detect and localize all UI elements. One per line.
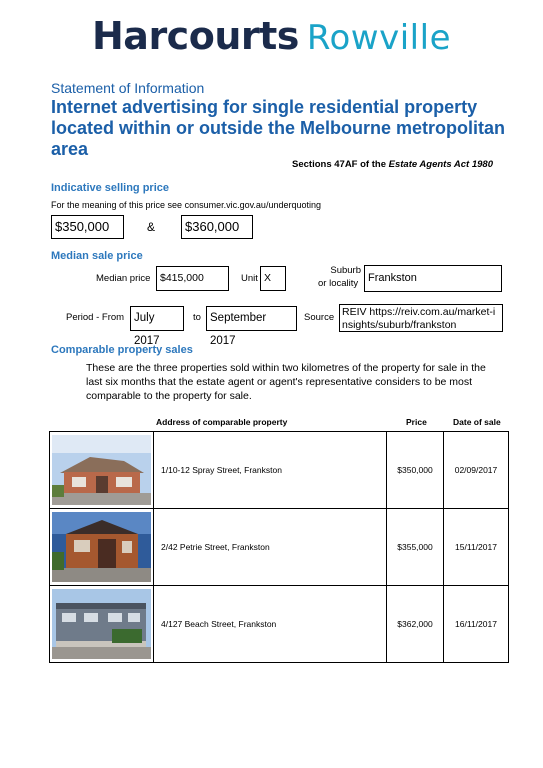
unit-field: X (260, 266, 286, 291)
photo-cell (50, 432, 154, 509)
price-low-field: $350,000 (51, 215, 124, 239)
suburb-field: Frankston (364, 265, 502, 292)
period-to-label: to (193, 312, 201, 323)
address-cell: 2/42 Petrie Street, Frankston (154, 509, 387, 586)
comparable-heading: Comparable property sales (51, 344, 193, 356)
document-subtitle: Statement of Information (51, 80, 205, 96)
price-high-field: $360,000 (181, 215, 253, 239)
price-cell: $362,000 (387, 586, 444, 663)
table-row (50, 432, 509, 509)
col-price-header: Price (406, 417, 427, 427)
price-cell: $355,000 (387, 509, 444, 586)
comparable-table (49, 431, 509, 663)
median-heading: Median sale price (51, 250, 143, 262)
period-label: Period - From (66, 312, 125, 323)
address-cell: 4/127 Beach Street, Frankston (154, 586, 387, 663)
period-from-field: July 2017 (130, 306, 184, 331)
legal-act: Estate Agents Act 1980 (388, 159, 493, 170)
indicative-heading: Indicative selling price (51, 182, 169, 194)
logo-bold-text: Harcourts (92, 14, 299, 58)
photo-cell (50, 586, 154, 663)
source-field: REIV https://reiv.com.au/market-insights/suburb/frankston (339, 304, 503, 332)
legal-prefix: Sections 47AF of the (292, 159, 389, 170)
document-title: Internet advertising for single residential property located within or outside the Melbourne metropolitan area (51, 97, 506, 159)
median-price-field: $415,000 (156, 266, 229, 291)
harcourts-logo (0, 14, 543, 66)
source-label: Source (304, 312, 335, 323)
period-to-field: September 2017 (206, 306, 297, 331)
date-cell: 15/11/2017 (444, 509, 509, 586)
col-address-header: Address of comparable property (156, 417, 288, 427)
address-cell: 1/10-12 Spray Street, Frankston (154, 432, 387, 509)
suburb-label-1: Suburb (330, 265, 361, 276)
ampersand: & (147, 220, 156, 234)
property-photo (52, 512, 151, 582)
legal-reference (292, 159, 493, 170)
property-photo (52, 589, 151, 659)
suburb-label-2: or locality (318, 278, 359, 289)
table-row (50, 509, 509, 586)
date-cell: 16/11/2017 (444, 586, 509, 663)
median-price-label: Median price (96, 273, 151, 284)
property-photo (52, 435, 151, 505)
date-cell: 02/09/2017 (444, 432, 509, 509)
unit-label: Unit (241, 273, 258, 284)
table-row (50, 586, 509, 663)
comparable-description: These are the three properties sold within two kilometres of the property for sale in the last six months that the estate agent or agent's representative considers to be most comparable to the property for sale. (86, 362, 486, 402)
logo-light-text: Rowville (306, 18, 451, 58)
col-date-header: Date of sale (453, 417, 501, 427)
indicative-note: For the meaning of this price see consumer.vic.gov.au/underquoting (51, 200, 321, 210)
price-cell: $350,000 (387, 432, 444, 509)
photo-cell (50, 509, 154, 586)
